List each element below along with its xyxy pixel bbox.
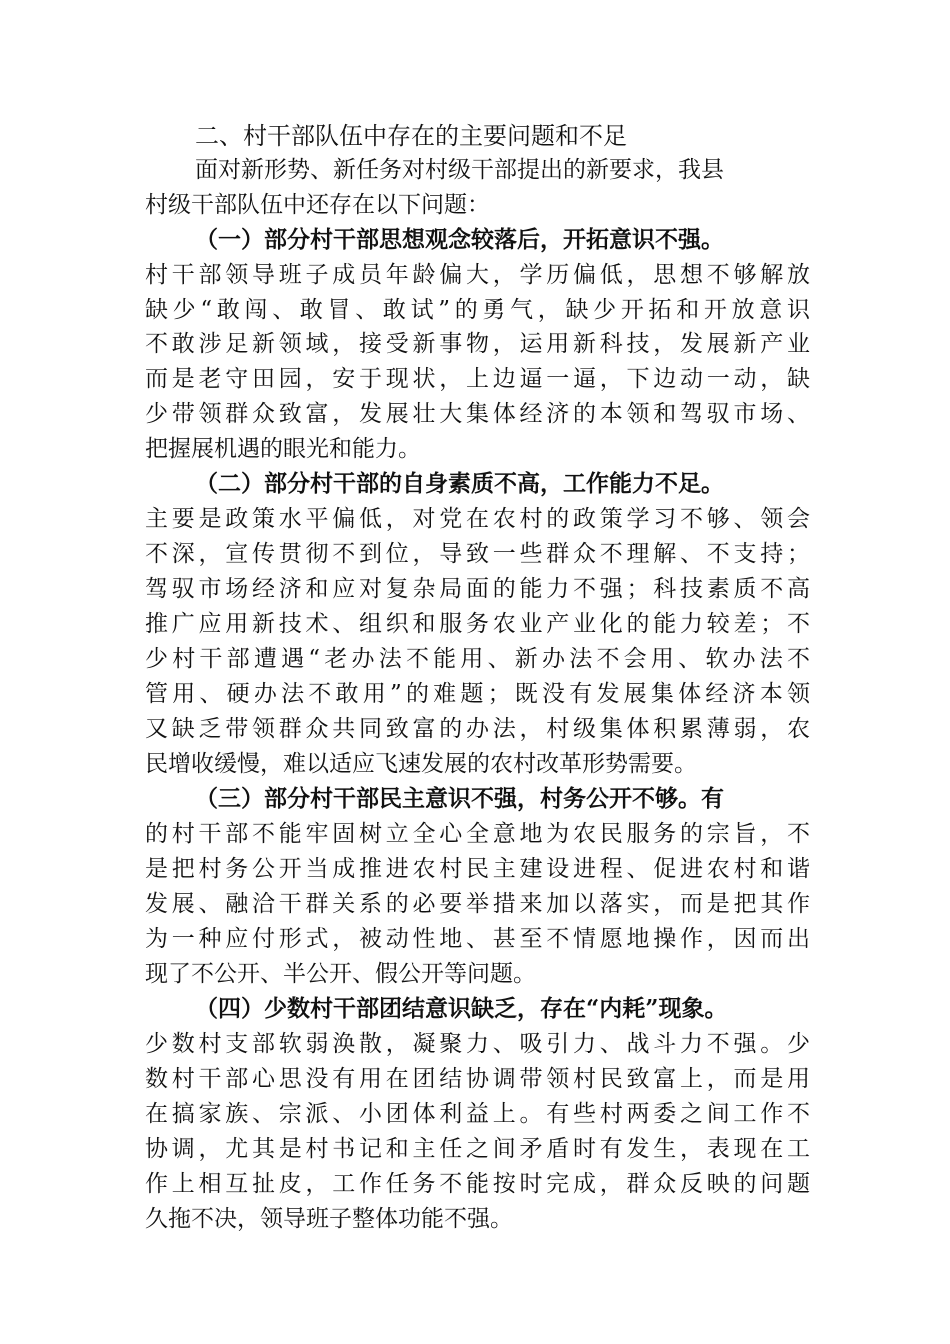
paragraph-line: 面对新形势、新任务对村级干部提出的新要求，我县: [195, 157, 724, 183]
paragraph-line: 现了不公开、半公开、假公开等问题。: [145, 961, 536, 987]
paragraph-line: 发展、融洽干群关系的必要举措来加以落实，而是把其作: [145, 891, 810, 917]
paragraph-line: 的村干部不能牢固树立全心全意地为农民服务的宗旨，不: [145, 821, 810, 847]
paragraph-line: 久拖不决，领导班子整体功能不强。: [145, 1206, 513, 1232]
paragraph-line: 把握展机遇的眼光和能力。: [145, 436, 421, 462]
paragraph-line: 少带领群众致富，发展壮大集体经济的本领和驾驭市场、: [145, 401, 810, 427]
section-heading: 二、村干部队伍中存在的主要问题和不足: [195, 122, 627, 150]
paragraph-line: 推广应用新技术、组织和服务农业产业化的能力较差；不: [145, 611, 810, 637]
paragraph-line: 为一种应付形式，被动性地、甚至不情愿地操作，因而出: [145, 926, 810, 952]
paragraph-line: 是把村务公开当成推进农村民主建设进程、促进农村和谐: [145, 856, 810, 882]
subheading-2: （二）部分村干部的自身素质不高，工作能力不足。: [195, 470, 724, 497]
paragraph-line: 协调，尤其是村书记和主任之间矛盾时有发生，表现在工: [145, 1136, 810, 1162]
paragraph-line: 民增收缓慢，难以适应飞速发展的农村改革形势需要。: [145, 751, 697, 777]
subheading-3: （三）部分村干部民主意识不强，村务公开不够。有: [195, 785, 724, 812]
paragraph-line: 少数村支部软弱涣散，凝聚力、吸引力、战斗力不强。少: [145, 1031, 810, 1057]
paragraph-line: 而是老守田园，安于现状，上边逼一逼，下边动一动，缺: [145, 366, 810, 392]
paragraph-line: 又缺乏带领群众共同致富的办法，村级集体积累薄弱，农: [145, 716, 810, 742]
paragraph-line: 在搞家族、宗派、小团体利益上。有些村两委之间工作不: [145, 1101, 810, 1127]
paragraph-line: 不敢涉足新领域，接受新事物，运用新科技，发展新产业: [145, 331, 810, 357]
paragraph-line: 村级干部队伍中还存在以下问题：: [145, 192, 490, 218]
paragraph-line: 不深，宣传贯彻不到位，导致一些群众不理解、不支持；: [145, 541, 810, 567]
paragraph-line: 作上相互扯皮，工作任务不能按时完成，群众反映的问题: [145, 1171, 810, 1197]
subheading-4: （四）少数村干部团结意识缺乏，存在“内耗”现象。: [195, 995, 728, 1022]
paragraph-line: 管用、硬办法不敢用”的难题；既没有发展集体经济本领: [145, 681, 810, 707]
paragraph-line: 村干部领导班子成员年龄偏大，学历偏低，思想不够解放: [145, 262, 810, 288]
paragraph-line: 主要是政策水平偏低，对党在农村的政策学习不够、领会: [145, 506, 810, 532]
paragraph-line: 数村干部心思没有用在团结协调带领村民致富上，而是用: [145, 1066, 810, 1092]
paragraph-line: 缺少“敢闯、敢冒、敢试”的勇气，缺少开拓和开放意识: [145, 297, 810, 323]
paragraph-line: 少村干部遭遇“老办法不能用、新办法不会用、软办法不: [145, 646, 810, 672]
subheading-1: （一）部分村干部思想观念较落后，开拓意识不强。: [195, 226, 724, 253]
paragraph-line: 驾驭市场经济和应对复杂局面的能力不强；科技素质不高: [145, 576, 810, 602]
